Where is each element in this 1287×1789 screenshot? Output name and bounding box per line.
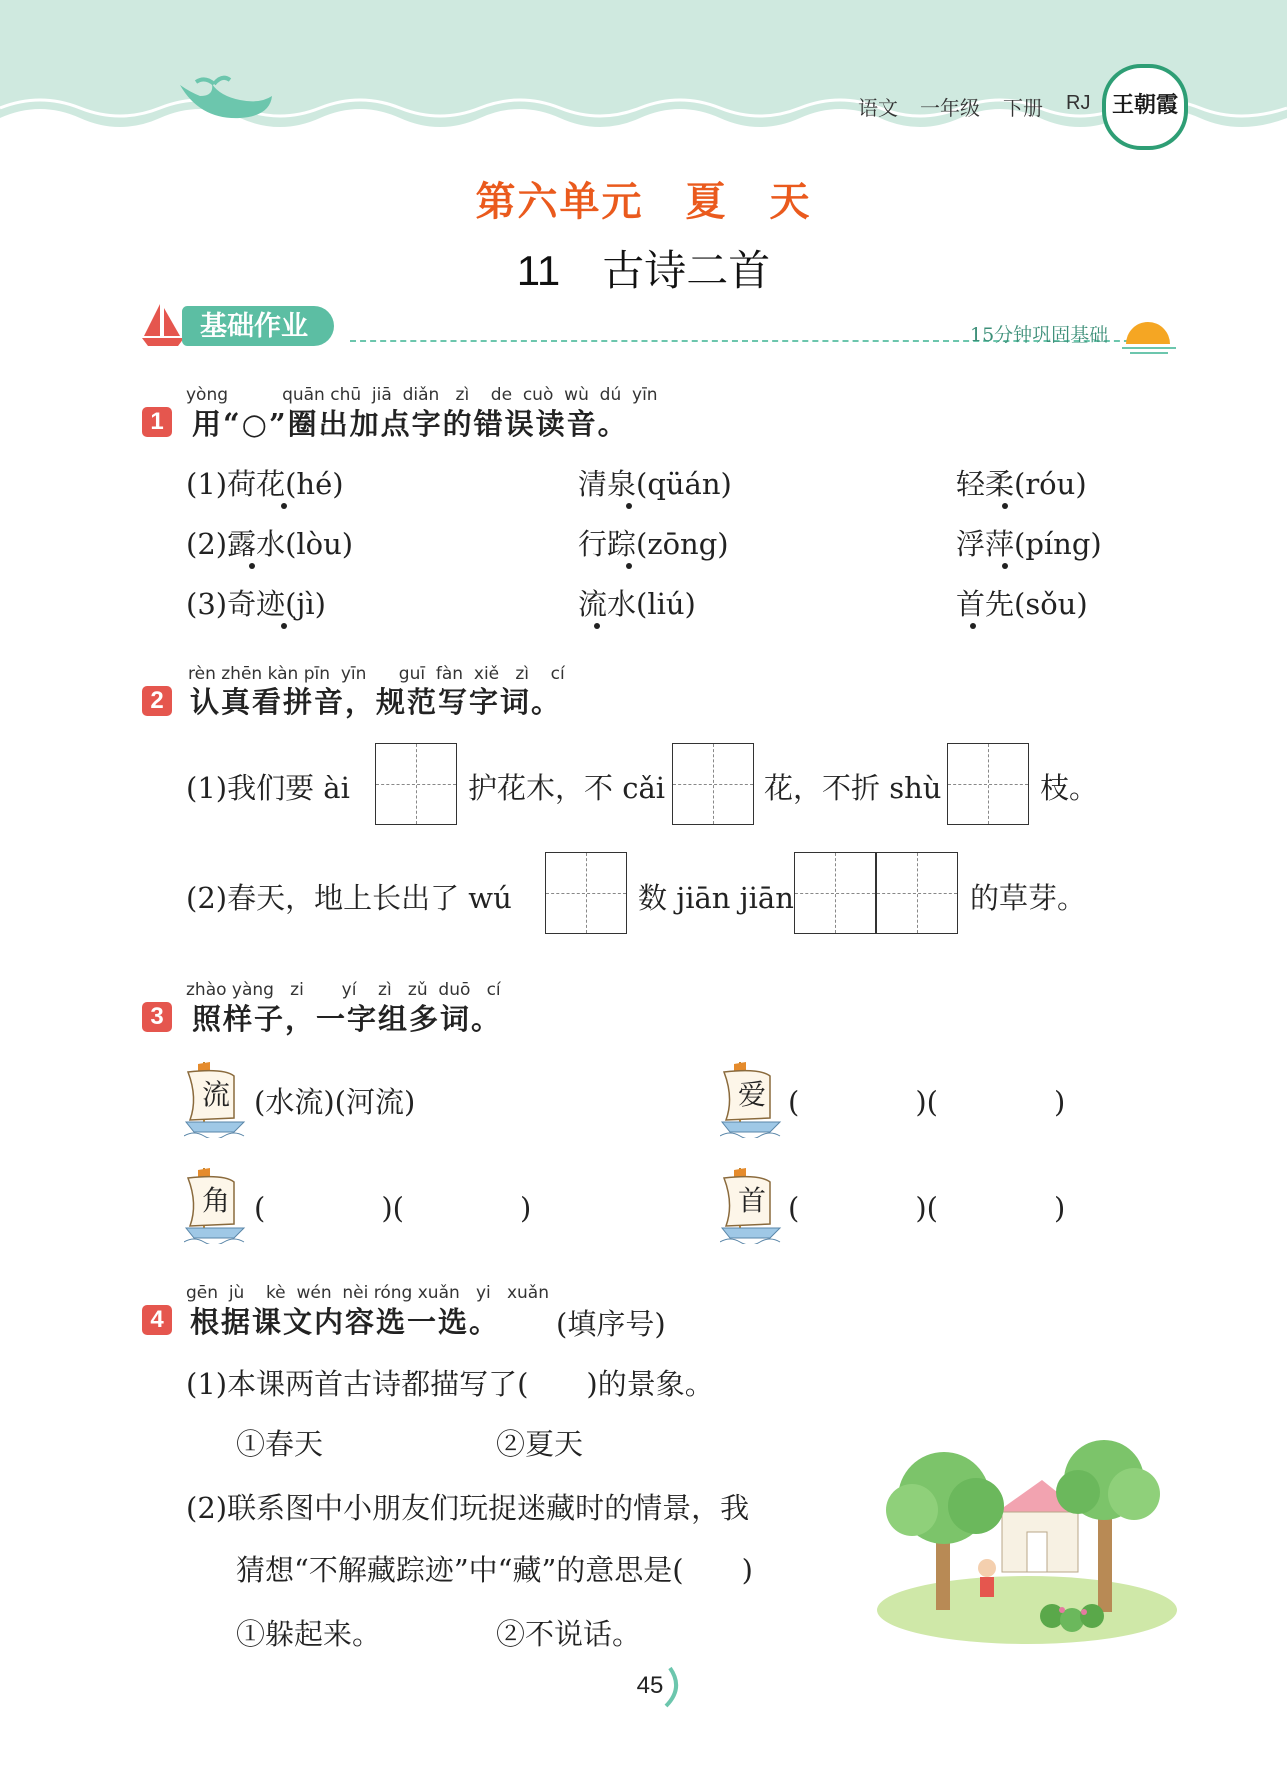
emphasis-dot bbox=[626, 503, 632, 509]
q4-sub2-opt2[interactable]: ②不说话。 bbox=[496, 1617, 642, 1651]
boat-char-1: 流 bbox=[202, 1078, 231, 1111]
q1-r3-c2: 流水(liú) bbox=[578, 587, 696, 621]
writing-grid-box[interactable] bbox=[876, 852, 958, 934]
q2-l2-c: 的草芽。 bbox=[970, 881, 1087, 915]
q1-r2-c1: (2)露水(lòu) bbox=[186, 527, 354, 561]
q4-number: 4 bbox=[142, 1305, 172, 1335]
header-band bbox=[0, 0, 1287, 150]
sailboat-icon bbox=[140, 300, 188, 348]
q4-sub1-opt2[interactable]: ②夏天 bbox=[496, 1427, 584, 1461]
header-grade: 一年级 bbox=[920, 98, 980, 120]
emphasis-dot bbox=[626, 563, 632, 569]
sunset-icon bbox=[1120, 310, 1180, 356]
q2-instruction: 认真看拼音，规范写字词。 bbox=[190, 685, 563, 719]
boat-char-3: 角 bbox=[202, 1184, 231, 1217]
q2-number: 2 bbox=[142, 686, 172, 716]
q2-pinyin: rèn zhēn kàn pīn yīn guī fàn xiě zì cí bbox=[188, 664, 565, 684]
q2-l1-d: 枝。 bbox=[1040, 771, 1099, 805]
q1-instruction: 用“○”圈出加点字的错误读音。 bbox=[192, 407, 629, 441]
q3-number: 3 bbox=[142, 1002, 172, 1032]
writing-grid-box[interactable] bbox=[545, 852, 627, 934]
writing-grid-box[interactable] bbox=[794, 852, 876, 934]
q3-answer-4[interactable]: ( )( ) bbox=[788, 1191, 1066, 1225]
hide-and-seek-illustration bbox=[872, 1440, 1182, 1648]
q4-pinyin: gēn jù kè wén nèi róng xuǎn yi xuǎn bbox=[186, 1283, 550, 1303]
emphasis-dot bbox=[594, 623, 600, 629]
header-subject: 语文 bbox=[858, 98, 898, 120]
q1-number: 1 bbox=[142, 407, 172, 437]
writing-grid-box[interactable] bbox=[672, 743, 754, 825]
q3-answer-2[interactable]: ( )( ) bbox=[788, 1085, 1066, 1119]
q1-r2-c3: 浮萍(píng) bbox=[956, 527, 1102, 561]
writing-grid-box[interactable] bbox=[947, 743, 1029, 825]
emphasis-dot bbox=[281, 623, 287, 629]
q3-pinyin: zhào yàng zi yí zì zǔ duō cí bbox=[186, 980, 501, 1000]
q3-instruction: 照样子，一字组多词。 bbox=[192, 1002, 503, 1036]
emphasis-dot bbox=[1002, 563, 1008, 569]
emphasis-dot bbox=[249, 563, 255, 569]
q1-r3-c1: (3)奇迹(jì) bbox=[186, 587, 326, 621]
q3-answer-1: (水流)(河流) bbox=[254, 1085, 416, 1119]
q1-pinyin: yòng quān chū jiā diǎn zì de cuò wù dú yīn bbox=[186, 385, 658, 405]
lesson-title: 11 古诗二首 bbox=[516, 247, 771, 294]
wave-decoration bbox=[0, 0, 1287, 150]
q4-instruction: 根据课文内容选一选。 bbox=[190, 1305, 501, 1339]
q2-l1-a: (1)我们要 ài bbox=[186, 771, 350, 805]
q2-l1-b: 护花木，不 cǎi bbox=[468, 771, 666, 805]
boat-char-4: 首 bbox=[738, 1184, 767, 1217]
q2-l1-c: 花，不折 shù bbox=[764, 771, 942, 805]
unit-title: 第六单元 夏 天 bbox=[475, 180, 812, 224]
section-note: 15分钟巩固基础 bbox=[970, 324, 1109, 346]
q3-answer-3[interactable]: ( )( ) bbox=[254, 1191, 532, 1225]
q1-r1-c3: 轻柔(róu) bbox=[956, 467, 1087, 501]
q1-r1-c1: (1)荷花(hé) bbox=[186, 467, 344, 501]
writing-grid-box[interactable] bbox=[375, 743, 457, 825]
q4-sub1-opt1[interactable]: ①春天 bbox=[236, 1427, 324, 1461]
boat-char-2: 爱 bbox=[738, 1078, 767, 1111]
q2-l2-b: 数 jiān jiān bbox=[638, 881, 794, 915]
header-edition: RJ bbox=[1066, 92, 1091, 114]
q1-r3-c3: 首先(sǒu) bbox=[956, 587, 1088, 621]
q2-l2-a: (2)春天，地上长出了 wú bbox=[186, 881, 512, 915]
page-number: 45 bbox=[636, 1672, 664, 1699]
q4-sub2-stem1: (2)联系图中小朋友们玩捉迷藏时的情景，我 bbox=[186, 1491, 750, 1525]
q1-r1-c2: 清泉(qüán) bbox=[578, 467, 732, 501]
q4-sub1-stem: (1)本课两首古诗都描写了( )的景象。 bbox=[186, 1367, 714, 1401]
brand-logo bbox=[1102, 64, 1188, 150]
emphasis-dot bbox=[970, 623, 976, 629]
q4-hint: (填序号) bbox=[556, 1307, 666, 1341]
section-tag: 基础作业 bbox=[182, 306, 334, 346]
q1-r2-c2: 行踪(zōng) bbox=[578, 527, 729, 561]
emphasis-dot bbox=[281, 503, 287, 509]
q4-sub2-stem2: 猜想“不解藏踪迹”中“藏”的意思是( ) bbox=[236, 1553, 753, 1587]
q4-sub2-opt1[interactable]: ①躲起来。 bbox=[236, 1617, 382, 1651]
header-volume: 下册 bbox=[1003, 98, 1043, 120]
emphasis-dot bbox=[1002, 503, 1008, 509]
brand-name: 王朝霞 bbox=[1111, 92, 1178, 118]
